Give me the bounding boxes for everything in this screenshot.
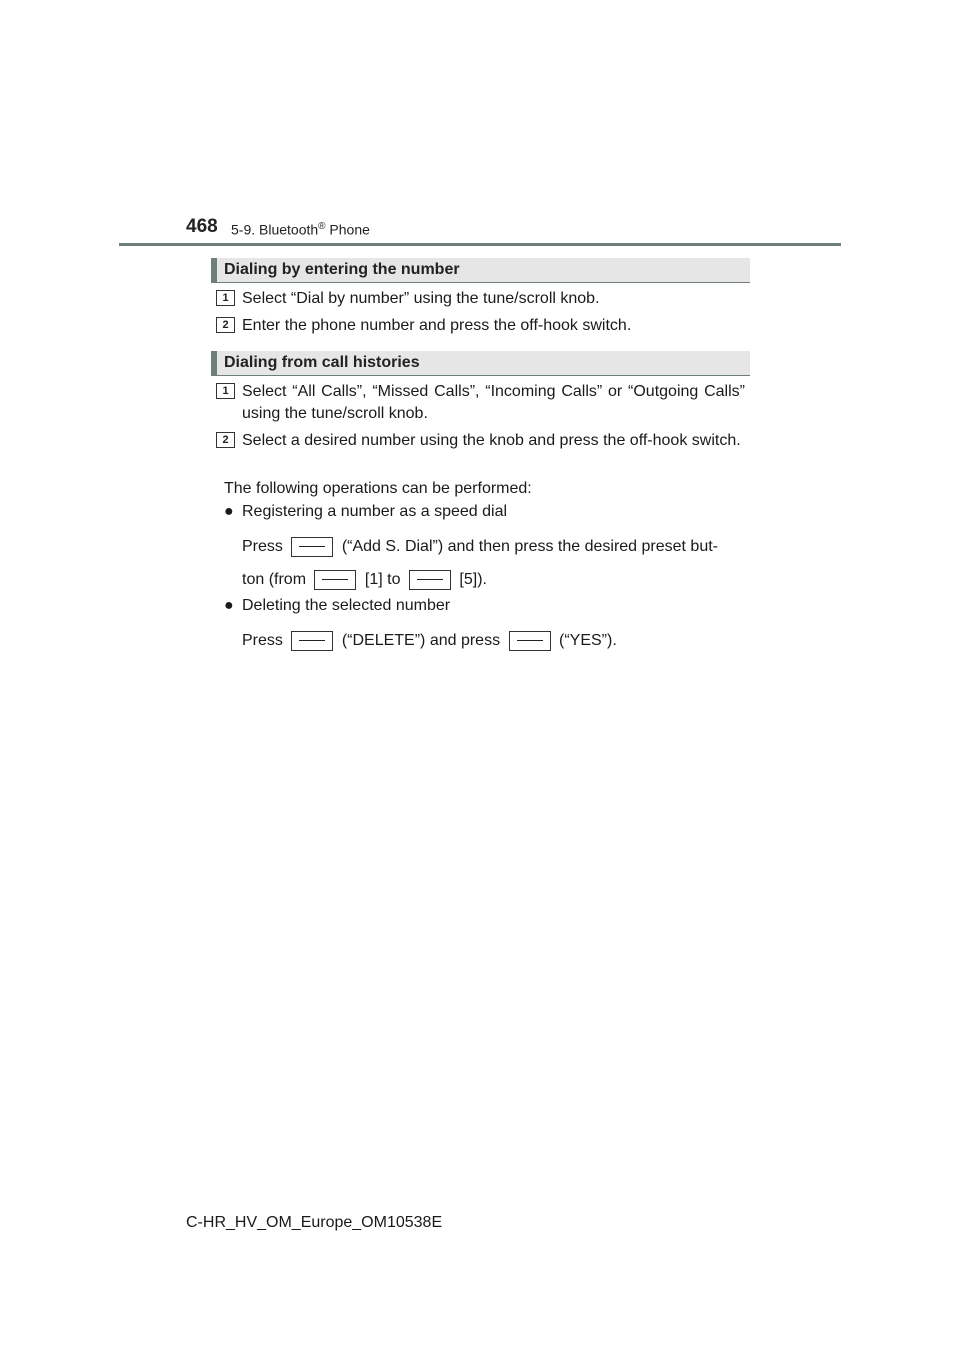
- section-heading-call-histories: [211, 351, 750, 376]
- heading-accent: [211, 351, 217, 375]
- instruction-text: (“YES”).: [558, 632, 617, 649]
- operation-title: Registering a number as a speed dial: [242, 503, 508, 520]
- step-number-box: 2: [216, 317, 235, 333]
- step-text: Select a desired number using the knob and press the off-hook switch.: [242, 432, 741, 449]
- operation-instruction: [242, 630, 617, 652]
- step-number-box: 1: [216, 383, 235, 399]
- bullet-icon: ●: [224, 597, 234, 614]
- section-label: [231, 221, 370, 238]
- heading-text: Dialing from call histories: [224, 354, 420, 371]
- delete-button-icon: [291, 631, 333, 651]
- step-number-box: 2: [216, 432, 235, 448]
- heading-accent: [211, 258, 217, 282]
- preset-button-5-icon: [409, 570, 451, 590]
- step-number-box: 1: [216, 290, 235, 306]
- instruction-text: [5]).: [459, 571, 487, 588]
- preset-button-1-icon: [314, 570, 356, 590]
- section-title: 5-9. Bluetooth: [231, 221, 319, 238]
- section-heading-dial-by-number: [211, 258, 750, 283]
- operation-title: Deleting the selected number: [242, 597, 451, 614]
- operation-instruction: [242, 536, 745, 558]
- bullet-icon: ●: [224, 503, 234, 520]
- heading-text: Dialing by entering the number: [224, 261, 460, 278]
- yes-button-icon: [509, 631, 551, 651]
- step-text: Select “Dial by number” using the tune/scroll knob.: [242, 290, 600, 307]
- page-number: 468: [186, 216, 218, 237]
- step-text: Select “All Calls”, “Missed Calls”, “Incoming Calls” or “Outgoing Calls” using the tune/scroll knob.: [242, 383, 745, 422]
- registered-mark: ®: [318, 221, 326, 232]
- header-rule: [119, 243, 841, 246]
- instruction-text: (“DELETE”) and press: [341, 632, 501, 649]
- instruction-text: ton (from: [242, 571, 307, 588]
- instruction-text: [1] to: [364, 571, 401, 588]
- section-title-suffix: Phone: [325, 221, 370, 238]
- operation-instruction: [242, 569, 487, 591]
- step-text: Enter the phone number and press the off-hook switch.: [242, 317, 632, 334]
- instruction-text: (“Add S. Dial”) and then press the desired preset but-: [341, 538, 718, 555]
- add-speed-dial-button-icon: [291, 537, 333, 557]
- instruction-text: Press: [242, 538, 283, 555]
- document-id: C-HR_HV_OM_Europe_OM10538E: [186, 1214, 443, 1231]
- operations-intro: The following operations can be performed:: [224, 480, 532, 497]
- instruction-text: Press: [242, 632, 283, 649]
